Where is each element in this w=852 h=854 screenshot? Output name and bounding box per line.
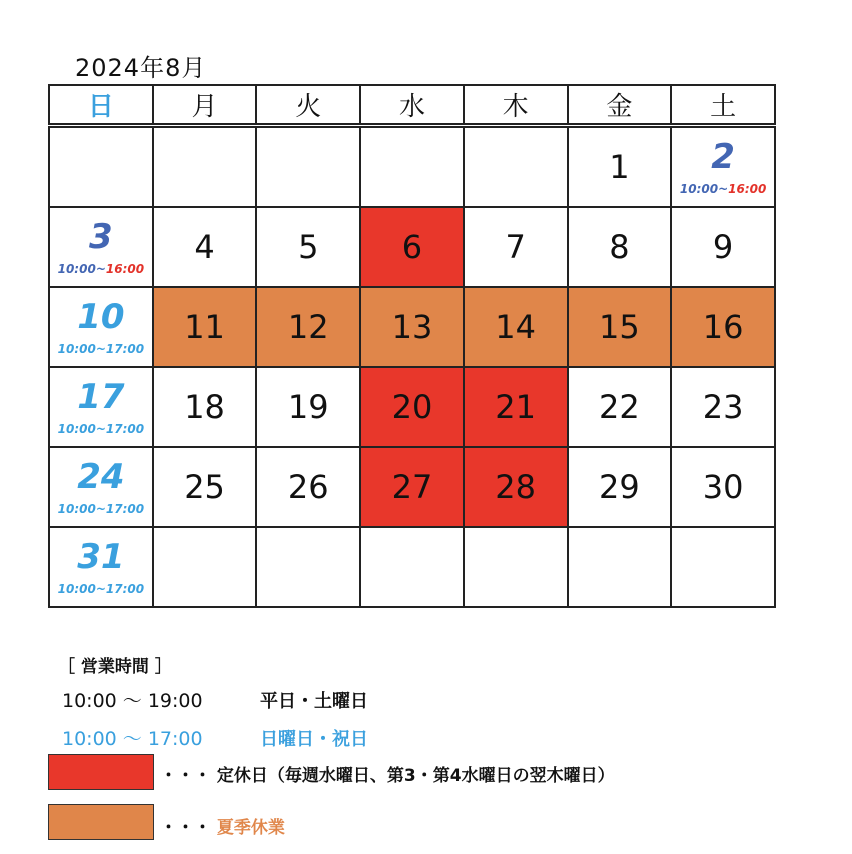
- day-cell-22: [568, 367, 672, 447]
- day-cell-4: [153, 207, 257, 287]
- day-number: 28: [495, 468, 537, 506]
- weekday-hours: 10:00 ～ 19:00: [62, 690, 203, 712]
- weekday-label: 平日・土曜日: [260, 691, 368, 712]
- summer-legend: ・・・ 夏季休業: [160, 818, 285, 838]
- day-number: 29: [599, 468, 640, 506]
- day-number: 13: [391, 308, 433, 346]
- day-cell-26: [256, 447, 360, 527]
- day-number: 8: [609, 228, 630, 266]
- hours-label: 10:00~17:00: [57, 502, 145, 516]
- day-cell-27: [360, 447, 464, 527]
- day-cell-10: [49, 287, 153, 367]
- closed-label: ・・・ 定休日（毎週水曜日、第3・第4水曜日の翌木曜日）: [160, 766, 615, 786]
- empty-cell: [256, 126, 360, 208]
- day-number: 23: [702, 388, 744, 426]
- day-cell-9: [671, 207, 775, 287]
- hours-label: 10:00~16:00: [679, 182, 767, 196]
- empty-cell: [464, 126, 568, 208]
- legend-weekday-row: [62, 686, 368, 713]
- day-cell-18: [153, 367, 257, 447]
- summer-label: 夏季休業: [216, 818, 285, 838]
- empty-cell: [568, 527, 672, 607]
- day-cell-23: [671, 367, 775, 447]
- day-cell-17: [49, 367, 153, 447]
- day-number: 24: [77, 457, 125, 497]
- day-cell-8: [568, 207, 672, 287]
- day-number: 31: [77, 537, 125, 577]
- weekday-fri: 金: [568, 85, 672, 126]
- week-row: [49, 207, 775, 287]
- empty-cell: [360, 126, 464, 208]
- day-number: 1: [609, 148, 630, 186]
- day-cell-28: [464, 447, 568, 527]
- day-number: 16: [702, 308, 744, 346]
- day-cell-7: [464, 207, 568, 287]
- empty-cell: [671, 527, 775, 607]
- weekday-sat: 土: [671, 85, 775, 126]
- day-number: 3: [89, 217, 113, 257]
- summer-swatch: [48, 804, 154, 840]
- day-number: 6: [401, 228, 423, 266]
- weekday-thu: 木: [464, 85, 568, 126]
- day-cell-12: [256, 287, 360, 367]
- empty-cell: [153, 527, 257, 607]
- day-number: 20: [391, 388, 433, 426]
- week-row: [49, 527, 775, 607]
- calendar-title: 2024年8月: [75, 54, 207, 82]
- calendar-grid: [48, 84, 776, 608]
- day-cell-25: [153, 447, 257, 527]
- day-cell-16: [671, 287, 775, 367]
- day-cell-2: [671, 126, 775, 208]
- hours-label: 10:00~16:00: [57, 262, 145, 276]
- day-number: 7: [505, 228, 526, 266]
- day-cell-1: [568, 126, 672, 208]
- legend-holiday-row: [62, 724, 368, 751]
- day-number: 9: [712, 228, 734, 266]
- day-number: 25: [184, 468, 225, 506]
- day-cell-20: [360, 367, 464, 447]
- day-number: 22: [599, 388, 640, 426]
- empty-cell: [153, 126, 257, 208]
- day-cell-21: [464, 367, 568, 447]
- day-number: 4: [194, 228, 215, 266]
- week-row: [49, 287, 775, 367]
- day-number: 27: [391, 468, 433, 506]
- day-cell-3: [49, 207, 153, 287]
- empty-cell: [464, 527, 568, 607]
- day-number: 2: [711, 137, 735, 177]
- hours-label: 10:00~17:00: [57, 342, 145, 356]
- day-cell-11: [153, 287, 257, 367]
- empty-cell: [256, 527, 360, 607]
- day-number: 15: [599, 308, 640, 346]
- weekday-header: [49, 85, 775, 126]
- day-number: 11: [184, 308, 225, 346]
- holiday-hours: 10:00 ～ 17:00: [62, 728, 203, 750]
- day-cell-29: [568, 447, 672, 527]
- day-number: 18: [184, 388, 225, 426]
- day-number: 10: [77, 297, 125, 337]
- day-number: 12: [287, 308, 329, 346]
- day-cell-13: [360, 287, 464, 367]
- day-number: 26: [287, 468, 329, 506]
- day-number: 14: [495, 308, 537, 346]
- day-cell-31: [49, 527, 153, 607]
- day-cell-15: [568, 287, 672, 367]
- day-cell-6: [360, 207, 464, 287]
- day-number: 5: [298, 228, 319, 266]
- hours-label: 10:00~17:00: [57, 422, 145, 436]
- weekday-wed: 水: [360, 85, 464, 126]
- empty-cell: [49, 126, 153, 208]
- legend-title: ［ 営業時間 ］: [58, 657, 172, 677]
- day-number: 19: [287, 388, 329, 426]
- weekday-sun: 日: [49, 85, 153, 126]
- weekday-mon: 月: [153, 85, 257, 126]
- day-number: 30: [702, 468, 744, 506]
- day-cell-30: [671, 447, 775, 527]
- closed-swatch: [48, 754, 154, 790]
- day-cell-14: [464, 287, 568, 367]
- weekday-tue: 火: [256, 85, 360, 126]
- week-row: [49, 367, 775, 447]
- day-number: 21: [495, 388, 537, 426]
- day-number: 17: [77, 377, 125, 417]
- week-row: [49, 126, 775, 208]
- week-row: [49, 447, 775, 527]
- day-cell-24: [49, 447, 153, 527]
- holiday-label: 日曜日・祝日: [260, 729, 368, 750]
- day-cell-19: [256, 367, 360, 447]
- hours-label: 10:00~17:00: [57, 582, 145, 596]
- day-cell-5: [256, 207, 360, 287]
- empty-cell: [360, 527, 464, 607]
